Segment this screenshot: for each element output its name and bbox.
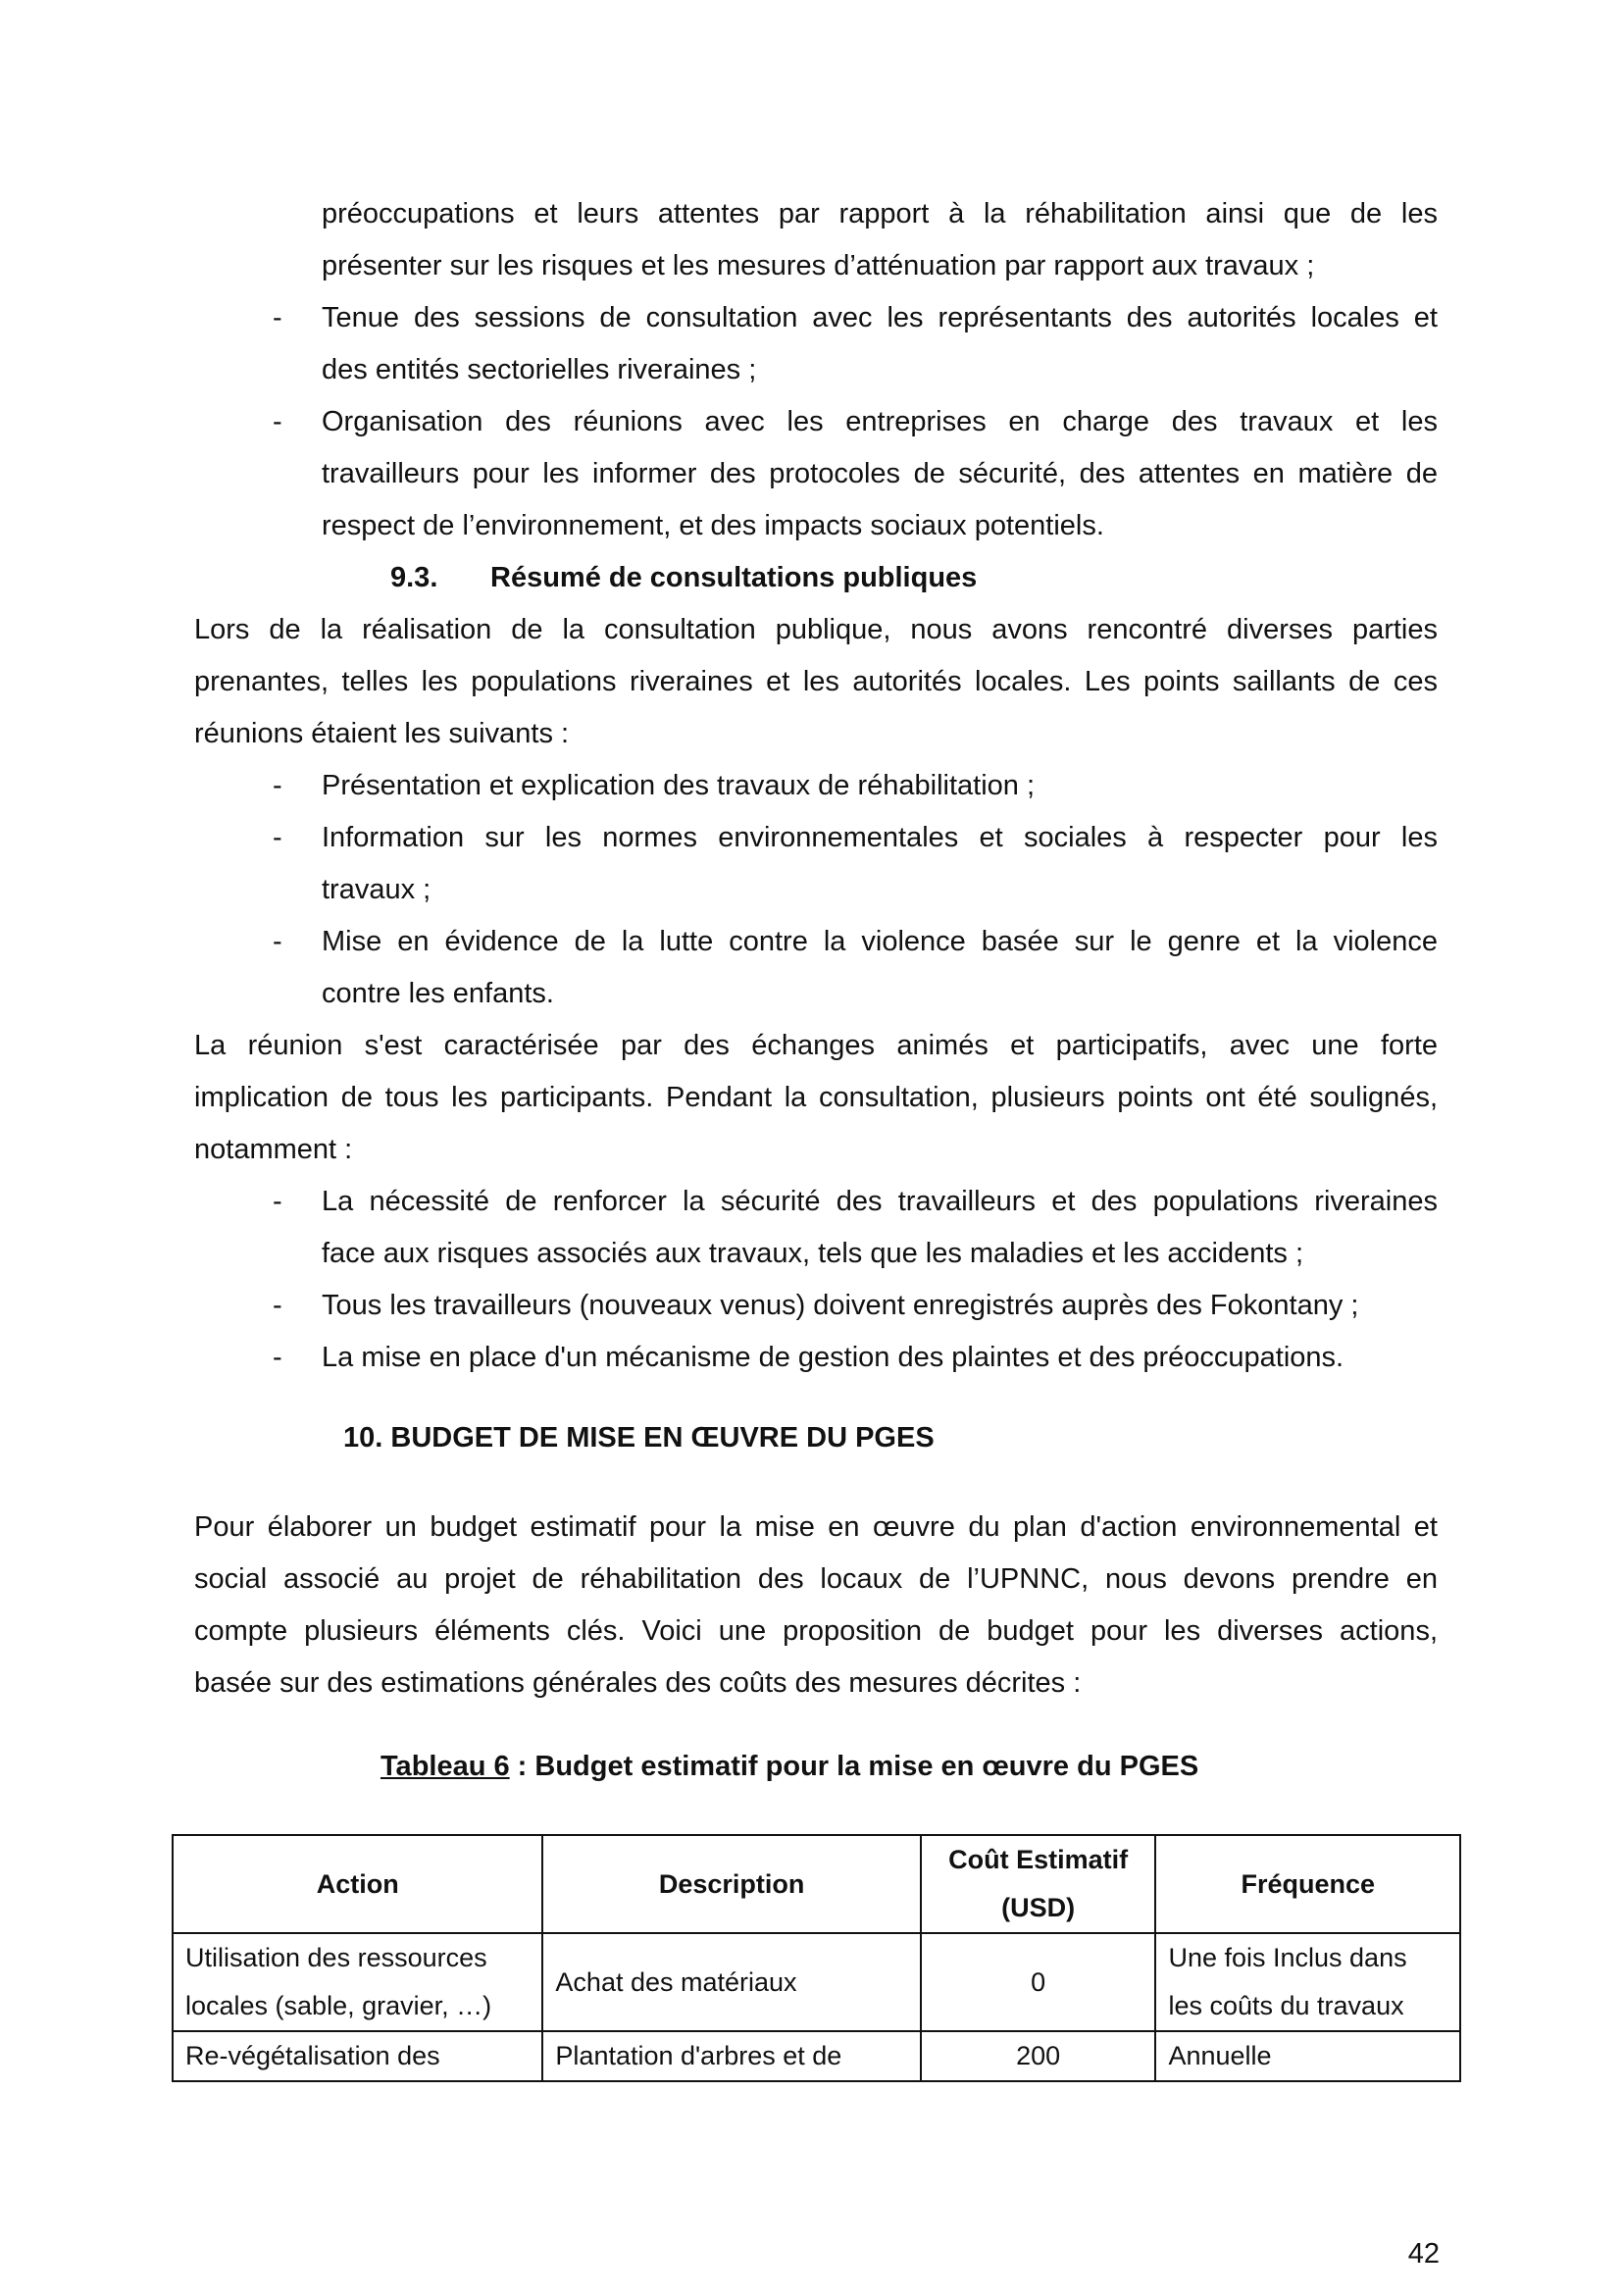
header-cost-unit: (USD): [1001, 1893, 1076, 1922]
bullet-text: Présentation et explication des travaux de réhabilitation ;: [322, 770, 1036, 801]
bullet-text: Tous les travailleurs (nouveaux venus) doivent enregistrés auprès des Fokontany ;: [322, 1290, 1359, 1321]
cell-action: [173, 1933, 542, 2031]
paragraph-line: basée sur des estimations générales des coûts des mesures décrites :: [194, 1667, 1082, 1699]
bullet-text: Tenue des sessions de consultation avec les représentants des autorités locales et: [322, 302, 1438, 333]
bullet-text: Mise en évidence de la lutte contre la violence basée sur le genre et la violence: [322, 926, 1438, 957]
bullet-text: travailleurs pour les informer des protocoles de sécurité, des attentes en matière de: [322, 458, 1438, 489]
table-caption-text: : Budget estimatif pour la mise en œuvre du PGES: [509, 1751, 1199, 1782]
header-cost-line: Coût Estimatif: [948, 1845, 1129, 1874]
page-number: 42: [1407, 2238, 1440, 2270]
bullet-dash: -: [273, 406, 282, 437]
bullet-text: des entités sectorielles riveraines ;: [322, 354, 757, 385]
header-action: Action: [173, 1835, 542, 1933]
cell-description: Achat des matériaux: [542, 1933, 920, 2031]
cell-line: Utilisation des ressources: [185, 1943, 487, 1972]
bullet-text: travaux ;: [322, 874, 431, 905]
bullet-dash: -: [273, 302, 282, 333]
cell-cost: 200: [921, 2031, 1156, 2081]
bullet-text: Information sur les normes environnementales et sociales à respecter pour les: [322, 822, 1438, 853]
cell-frequency: [1155, 1933, 1460, 2031]
bullet-dash: -: [273, 1290, 282, 1321]
header-cost: [921, 1835, 1156, 1933]
cell-line: locales (sable, gravier, …): [185, 1991, 492, 2020]
paragraph-line: Lors de la réalisation de la consultation publique, nous avons rencontré diverses parties: [194, 614, 1438, 645]
section-title: Résumé de consultations publiques: [490, 562, 978, 593]
bullet-text: contre les enfants.: [322, 978, 554, 1009]
section-10-title: 10. BUDGET DE MISE EN ŒUVRE DU PGES: [343, 1422, 935, 1454]
paragraph-line: prenantes, telles les populations riveraines et les autorités locales. Les points saillants de ces: [194, 666, 1438, 697]
cell-description: Plantation d'arbres et de: [542, 2031, 920, 2081]
bullet-text: Organisation des réunions avec les entreprises en charge des travaux et les: [322, 406, 1438, 437]
bullet-dash: -: [273, 770, 282, 801]
top-paragraph-line: présenter sur les risques et les mesures d’atténuation par rapport aux travaux ;: [322, 250, 1315, 281]
budget-table: [172, 1834, 1461, 2082]
bullet-text: respect de l’environnement, et des impacts sociaux potentiels.: [322, 510, 1104, 541]
cell-cost: 0: [921, 1933, 1156, 2031]
cell-action: Re-végétalisation des: [173, 2031, 542, 2081]
top-paragraph-line: préoccupations et leurs attentes par rapport à la réhabilitation ainsi que de les: [322, 198, 1438, 230]
bullet-dash: -: [273, 1186, 282, 1217]
table-row: [173, 1933, 1460, 2031]
table-caption-label: Tableau 6: [380, 1751, 510, 1782]
cell-line: les coûts du travaux: [1168, 1991, 1404, 2020]
paragraph-line: implication de tous les participants. Pendant la consultation, plusieurs points ont été soulignés,: [194, 1082, 1438, 1113]
bullet-dash: -: [273, 926, 282, 957]
section-number: 9.3.: [390, 562, 438, 593]
header-frequency: Fréquence: [1155, 1835, 1460, 1933]
cell-line: Une fois Inclus dans: [1168, 1943, 1407, 1972]
cell-frequency: Annuelle: [1155, 2031, 1460, 2081]
table-caption: [380, 1741, 1198, 1793]
bullet-text: La mise en place d'un mécanisme de gestion des plaintes et des préoccupations.: [322, 1342, 1344, 1373]
paragraph-line: réunions étaient les suivants :: [194, 718, 570, 749]
paragraph-line: La réunion s'est caractérisée par des échanges animés et participatifs, avec une forte: [194, 1030, 1438, 1061]
paragraph-line: Pour élaborer un budget estimatif pour la mise en œuvre du plan d'action environnemental et: [194, 1511, 1438, 1543]
table-header-row: [173, 1835, 1460, 1933]
paragraph-line: social associé au projet de réhabilitation des locaux de l’UPNNC, nous devons prendre en: [194, 1563, 1438, 1595]
table-row: [173, 2031, 1460, 2081]
paragraph-line: notamment :: [194, 1134, 353, 1165]
bullet-dash: -: [273, 822, 282, 853]
bullet-dash: -: [273, 1342, 282, 1373]
bullet-text: La nécessité de renforcer la sécurité des travailleurs et des populations riveraines: [322, 1186, 1438, 1217]
header-description: Description: [542, 1835, 920, 1933]
paragraph-line: compte plusieurs éléments clés. Voici une proposition de budget pour les diverses actions,: [194, 1615, 1438, 1647]
bullet-text: face aux risques associés aux travaux, tels que les maladies et les accidents ;: [322, 1238, 1304, 1269]
